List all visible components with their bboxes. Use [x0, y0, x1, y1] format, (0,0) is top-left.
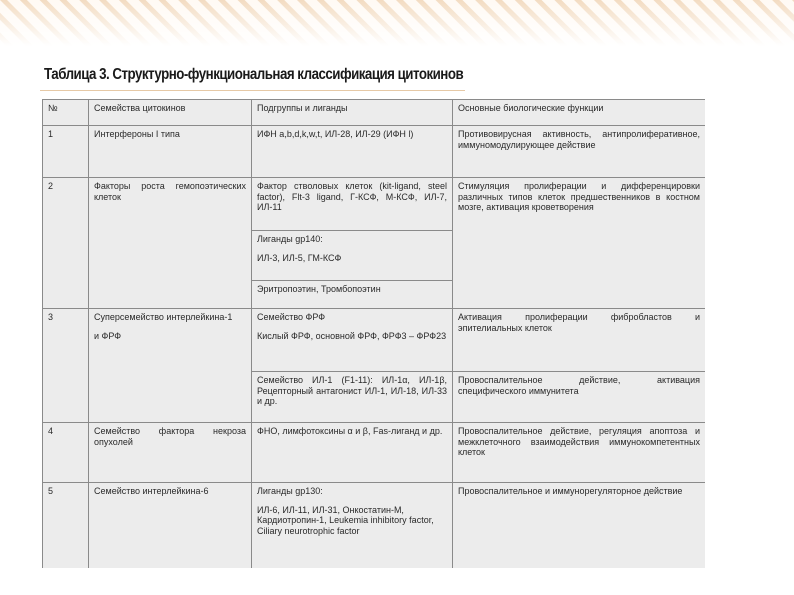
subgroup-list: ИЛ-6, ИЛ-11, ИЛ-31, Онкостатин-М, Кардиотропин-1, Leukemia inhibitory factor, Ciliary neurotrophic factor	[257, 504, 434, 536]
cytokine-classification-table	[42, 99, 705, 568]
function-cell: Провоспалительное действие, регуляция апоптоза и межклеточного взаимодействия иммунокомпетентных клеток	[453, 423, 706, 483]
family-cell	[89, 309, 252, 423]
subgroup-list: Кислый ФРФ, основной ФРФ, ФРФ3 – ФРФ23	[257, 330, 447, 341]
row-number: 3	[43, 309, 89, 423]
cytokine-table-container	[42, 99, 705, 568]
subgroup-heading: Лиганды gp130:	[257, 486, 323, 496]
subgroup-list: ИЛ-3, ИЛ-5, ГМ-КСФ	[257, 252, 342, 263]
family-name: Суперсемейство интерлейкина-1	[94, 312, 233, 322]
subgroup-cell: Эритропоэтин, Тромбопоэтин	[252, 281, 453, 309]
decorative-diagonal-stripes	[0, 0, 794, 46]
subgroup-cell: ИФН a,b,d,k,w,t, ИЛ-28, ИЛ-29 (ИФН l)	[252, 126, 453, 178]
row-number: 2	[43, 178, 89, 309]
row-number: 5	[43, 483, 89, 569]
function-cell: Провоспалительное действие, активация специфического иммунитета	[453, 372, 706, 423]
function-cell: Провоспалительное и иммунорегуляторное действие	[453, 483, 706, 569]
row-number: 4	[43, 423, 89, 483]
subgroup-cell	[252, 309, 453, 372]
table-row	[43, 423, 706, 483]
table-row	[43, 126, 706, 178]
subgroup-heading: Лиганды gp140:	[257, 234, 323, 244]
table-header-row	[43, 100, 706, 126]
function-cell: Противовирусная активность, антипролиферативное, иммуномодулирующее действие	[453, 126, 706, 178]
title-underline	[40, 90, 465, 91]
table-row	[43, 309, 706, 372]
subgroup-cell	[252, 231, 453, 281]
subgroup-heading: Семейство ФРФ	[257, 312, 326, 322]
function-cell: Активация пролиферации фибробластов и эпителиальных клеток	[453, 309, 706, 372]
family-cell: Семейство интерлейкина-6	[89, 483, 252, 569]
table-row	[43, 483, 706, 569]
family-cell: Семейство фактора некроза опухолей	[89, 423, 252, 483]
subgroup-cell	[252, 483, 453, 569]
subgroup-cell: Семейство ИЛ-1 (F1-11): ИЛ-1α, ИЛ-1β, Рецепторный антагонист ИЛ-1, ИЛ-18, ИЛ-33 и др.	[252, 372, 453, 423]
function-cell: Стимуляция пролиферации и дифференцировки различных типов клеток предшественников в костном мозге, активация кроветворения	[453, 178, 706, 309]
table-row	[43, 178, 706, 231]
slide-title: Таблица 3. Структурно-функциональная классификация цитокинов	[44, 66, 464, 83]
family-name-extra: и ФРФ	[94, 330, 122, 341]
family-cell: Интерфероны I типа	[89, 126, 252, 178]
header-number: №	[43, 100, 89, 126]
row-number: 1	[43, 126, 89, 178]
subgroup-cell: ФНО, лимфотоксины α и β, Fas-лиганд и др.	[252, 423, 453, 483]
subgroup-cell: Фактор стволовых клеток (kit-ligand, steel factor), Flt-3 ligand, Г-КСФ, М-КСФ, ИЛ-7, ИЛ-11	[252, 178, 453, 231]
header-family: Семейства цитокинов	[89, 100, 252, 126]
header-functions: Основные биологические функции	[453, 100, 706, 126]
header-subgroups: Подгруппы и лиганды	[252, 100, 453, 126]
family-cell: Факторы роста гемопоэтических клеток	[89, 178, 252, 309]
